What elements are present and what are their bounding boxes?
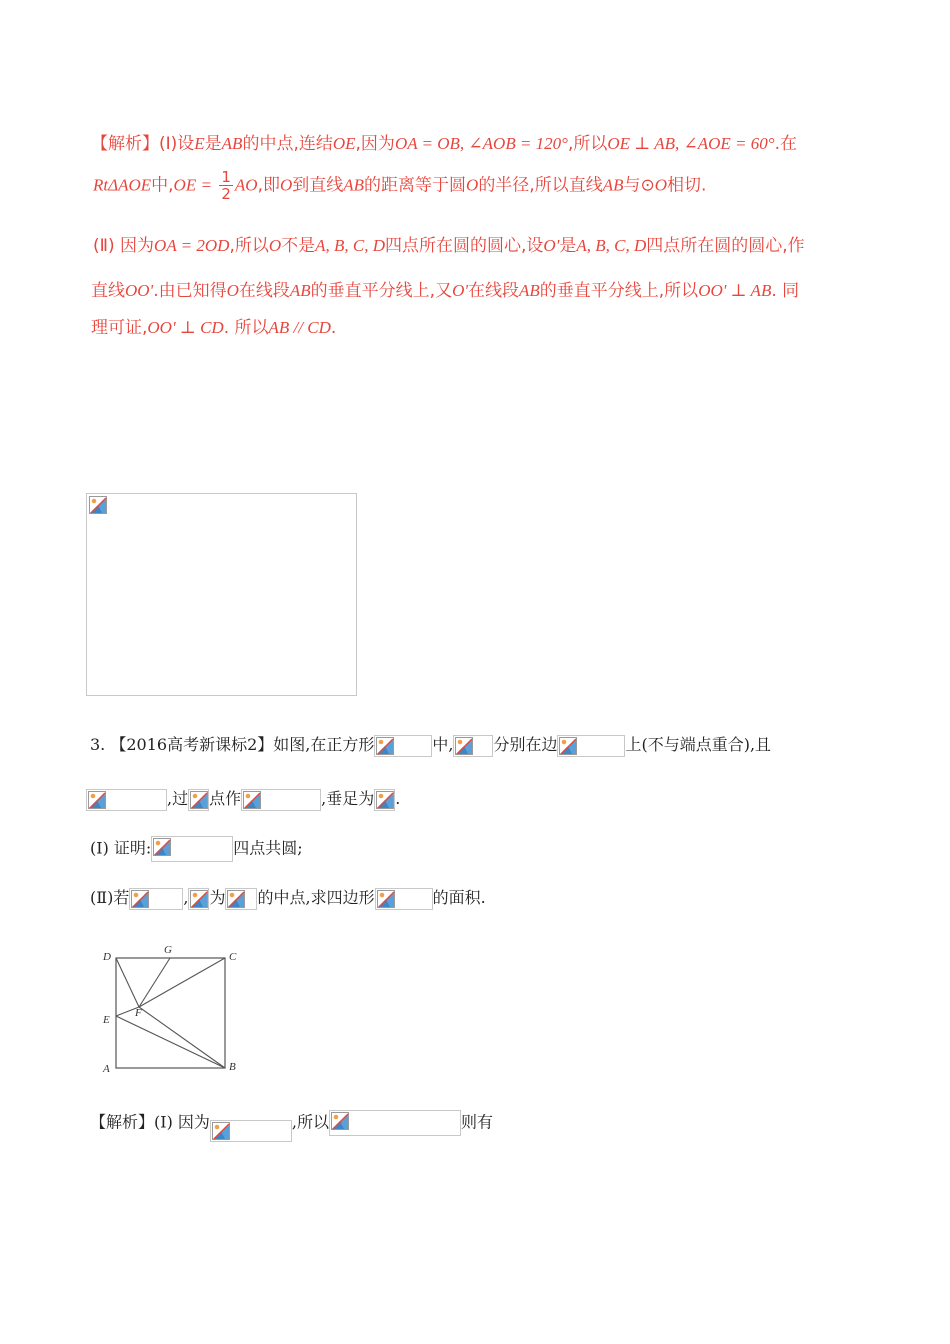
analysis-line-1: 【解析】(Ⅰ)设E是AB的中点,连结OE,因为OA = OB, ∠AOB = 120°,所以OE ⊥ AB, ∠AOE = 60°.在: [91, 134, 797, 154]
segment-e-b: [116, 1016, 225, 1068]
square-abcd: [116, 958, 225, 1068]
broken-image-icon: [89, 496, 107, 514]
broken-image-icon: [559, 737, 577, 755]
formula-image: [374, 789, 395, 811]
label-b: B: [229, 1061, 236, 1073]
formula-image: [329, 1110, 461, 1136]
analysis-line-3: (Ⅱ) 因为OA = 2OD,所以O不是A, B, C, D四点所在圆的圆心,设O'是A, B, C, D四点所在圆的圆心,作: [93, 236, 805, 256]
broken-image-icon: [227, 890, 245, 908]
problem-source: 【2016高考新课标2】: [110, 735, 274, 754]
problem-3-line-2: ,过 点作 ,垂足为 .: [86, 787, 400, 811]
broken-image-icon: [377, 890, 395, 908]
analysis-bracket: 【解析】: [90, 1112, 155, 1132]
broken-image-icon: [88, 791, 106, 809]
formula-image: [129, 888, 183, 910]
segment-f-g: [139, 958, 170, 1007]
problem-3-part-1: (Ⅰ) 证明: 四点共圆;: [90, 836, 303, 862]
broken-image-icon: [243, 791, 261, 809]
problem-3-part-2: (Ⅱ)若 , 为 的中点,求四边形 的面积.: [90, 886, 486, 910]
broken-image-icon: [376, 791, 394, 809]
broken-image-icon: [331, 1112, 349, 1130]
problem-number: 3.: [90, 735, 106, 754]
segment-d-f: [116, 958, 139, 1007]
formula-image: [86, 789, 167, 811]
formula-image: [241, 789, 321, 811]
geometry-figure: [95, 940, 250, 1080]
formula-image: [453, 735, 493, 757]
broken-image-icon: [455, 737, 473, 755]
formula-image: [557, 735, 625, 757]
formula-image: [225, 888, 257, 910]
label-f: F: [135, 1007, 142, 1019]
analysis-line-2: RtΔAOE中,OE = $\frac{1}{2}$ AO,即O到直线AB的距离等于圆O的半径,所以直线AB与⊙O相切.: [93, 168, 707, 203]
fraction-one-half: $\frac{1}{2}$: [221, 168, 231, 203]
broken-image-icon: [153, 838, 171, 856]
broken-image-icon: [376, 737, 394, 755]
broken-image-icon: [212, 1122, 230, 1140]
image-placeholder-large: [86, 493, 357, 696]
analysis-line-4: 直线OO'.由已知得O在线段AB的垂直平分线上,又O'在线段AB的垂直平分线上,所以OO' ⊥ AB. 同: [91, 281, 800, 301]
label-g: G: [164, 944, 172, 956]
analysis-bracket: 【解析】: [91, 134, 159, 154]
formula-image: [151, 836, 233, 862]
label-a: A: [103, 1063, 110, 1075]
broken-image-icon: [190, 791, 208, 809]
analysis-line-5: 理可证,OO' ⊥ CD. 所以AB // CD.: [91, 318, 337, 338]
segment-f-b: [139, 1007, 225, 1068]
label-d: D: [103, 951, 111, 963]
formula-image: [374, 735, 432, 757]
formula-image: [375, 888, 433, 910]
label-c: C: [229, 951, 237, 963]
formula-image: [188, 789, 209, 811]
broken-image-icon: [190, 890, 208, 908]
label-e: E: [103, 1014, 110, 1026]
analysis-3-line: 【解析】(I) 因为 ,所以 则有: [90, 1110, 493, 1136]
broken-image-icon: [131, 890, 149, 908]
formula-image: [210, 1120, 292, 1142]
segment-f-c: [139, 958, 225, 1007]
formula-image: [188, 888, 209, 910]
problem-3-line-1: 3. 【2016高考新课标2】如图,在正方形 中, 分别在边 上(不与端点重合),且: [90, 733, 771, 757]
